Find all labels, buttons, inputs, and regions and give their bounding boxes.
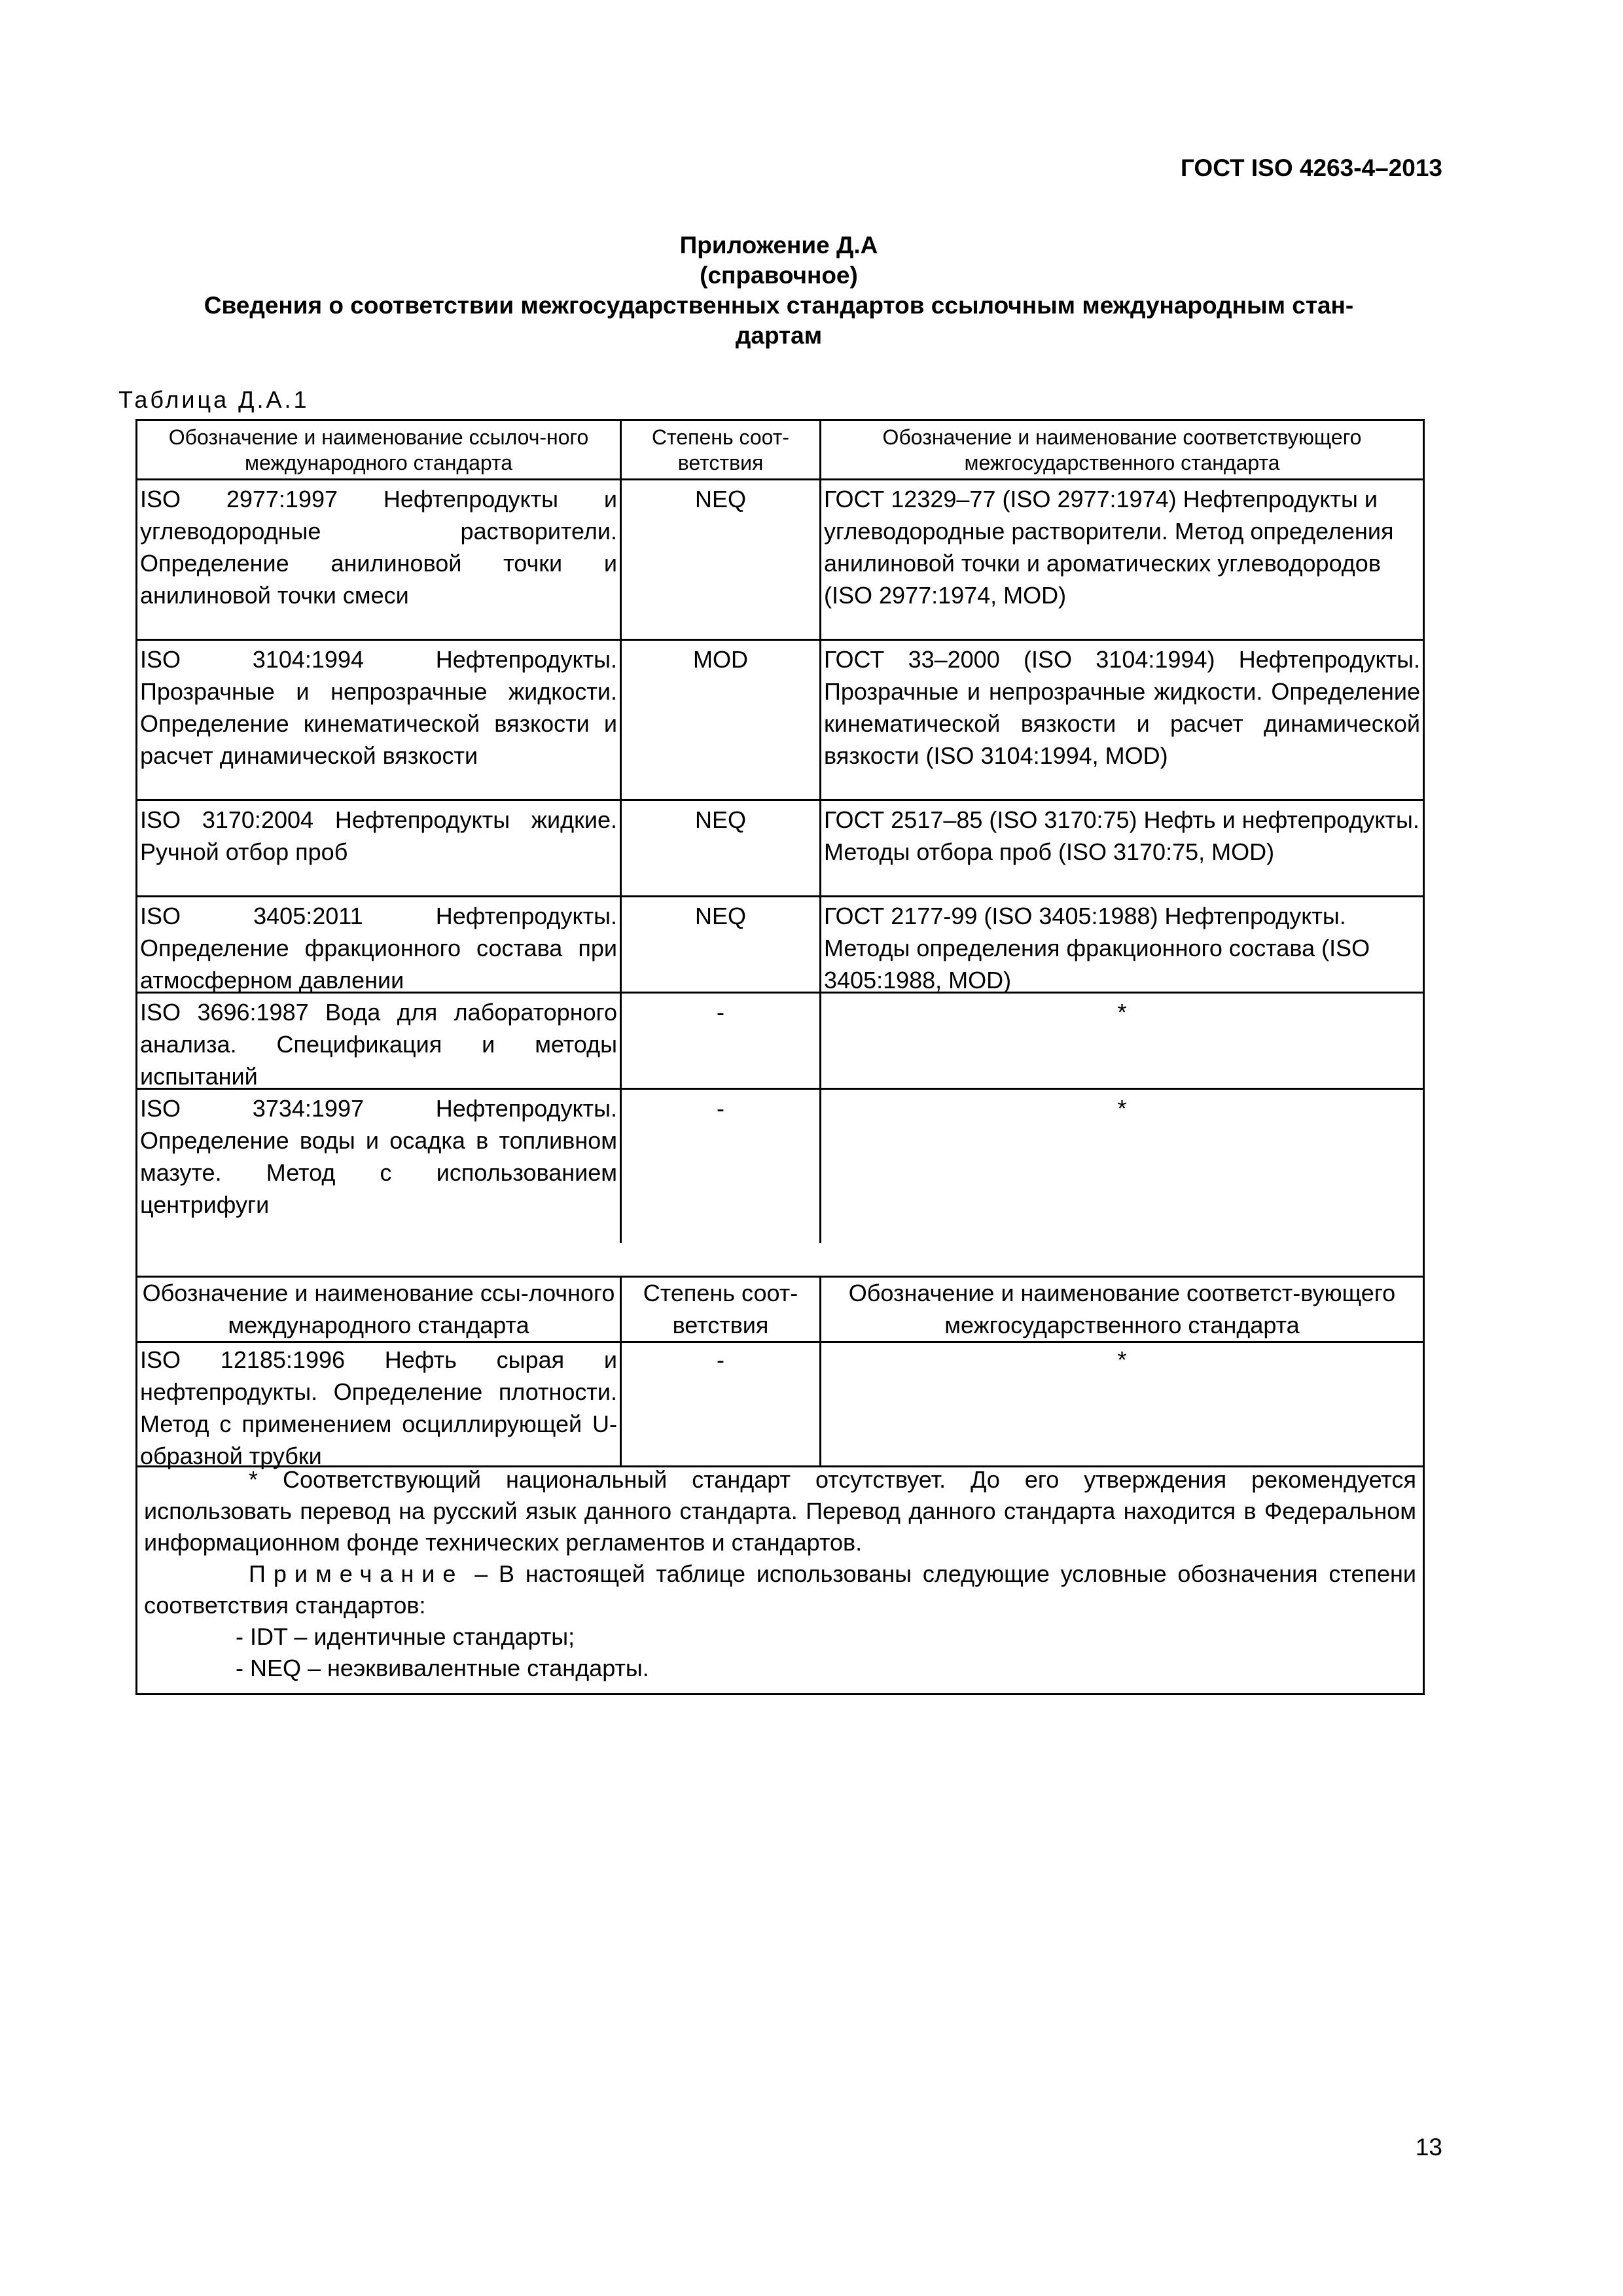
table-row-international: ISO 12185:1996 Нефть сырая и нефтепродукты. Определение плотности. Метод с применением осциллирующей U-образной трубки bbox=[140, 1346, 617, 1469]
table-row-degree: NEQ bbox=[694, 806, 746, 833]
table-row-international: ISO 2977:1997 Нефтепродукты и углеводородные растворители. Определение анилиновой точки и анилиновой точки смеси bbox=[140, 486, 617, 609]
legend-item: - NEQ – неэквивалентные стандарты. bbox=[236, 1655, 649, 1681]
note bbox=[144, 1558, 1416, 1621]
table-row-degree: - bbox=[717, 1095, 724, 1122]
appendix-heading bbox=[118, 230, 1440, 351]
document-code: ГОСТ ISO 4263-4–2013 bbox=[1180, 154, 1442, 181]
column-header-degree-repeat: Степень соот-ветствия bbox=[643, 1280, 798, 1338]
table-row-interstate: ГОСТ 2177-99 (ISO 3405:1988) Нефтепродукты. Методы определения фракционного состава (ISO 3405:1988, MOD) bbox=[824, 903, 1370, 994]
table-row-interstate: * bbox=[1117, 1346, 1127, 1373]
table-row-degree: NEQ bbox=[694, 903, 746, 929]
footnote: * Соответствующий национальный стандарт отсутствует. До его утверждения рекомендуется использовать перевод на русский язык данного стандарта. Перевод данного стандарта находится в Федеральном информационном фонде технических регламентов и стандартов. bbox=[144, 1466, 1416, 1556]
table-row-degree: MOD bbox=[693, 646, 748, 673]
note-text: – В настоящей таблице использованы следующие условные обозначения степени соответствия стандартов: bbox=[144, 1560, 1416, 1619]
table-notes bbox=[137, 1464, 1423, 1684]
table-row-international: ISO 3104:1994 Нефтепродукты. Прозрачные и непрозрачные жидкости. Определение кинематической вязкости и расчет динамической вязкости bbox=[140, 646, 617, 769]
table-row-degree: NEQ bbox=[694, 486, 746, 512]
table-row-interstate: ГОСТ 2517–85 (ISO 3170:75) Нефть и нефтепродукты. Методы отбора проб (ISO 3170:75, MOD) bbox=[824, 806, 1419, 865]
row-divider bbox=[137, 799, 1423, 801]
appendix-title: Приложение Д.А bbox=[679, 232, 878, 259]
table-row-international: ISO 3734:1997 Нефтепродукты. Определение воды и осадка в топливном мазуте. Метод с использованием центрифуги bbox=[140, 1095, 617, 1218]
table-row-interstate: ГОСТ 33–2000 (ISO 3104:1994) Нефтепродукты. Прозрачные и непрозрачные жидкости. Определение кинематической вязкости и расчет динамической вязкости (ISO 3104:1994, MOD) bbox=[824, 646, 1420, 769]
appendix-subject-line2: дартам bbox=[735, 322, 823, 349]
correspondence-table bbox=[135, 419, 1425, 1695]
column-header-international: Обозначение и наименование ссылоч-ного международного стандарта bbox=[168, 425, 589, 475]
table-row-interstate: ГОСТ 12329–77 (ISO 2977:1974) Нефтепродукты и углеводородные растворители. Метод определения анилиновой точки и ароматических углеводородов (ISO 2977:1974, MOD) bbox=[824, 486, 1394, 609]
table-row-interstate: * bbox=[1117, 999, 1127, 1026]
table-row-degree: - bbox=[717, 1346, 724, 1373]
column-header-international-repeat: Обозначение и наименование ссы-лочного международного стандарта bbox=[142, 1280, 615, 1338]
appendix-status: (справочное) bbox=[700, 262, 858, 289]
row-divider bbox=[137, 895, 1423, 897]
page-number: 13 bbox=[1415, 2134, 1442, 2161]
appendix-subject-line1: Сведения о соответствии межгосударственных стандартов ссылочным международным стан- bbox=[204, 292, 1354, 319]
note-label: Примечание bbox=[249, 1560, 464, 1587]
column-header-degree: Степень соот-ветствия bbox=[651, 425, 790, 475]
column-header-interstate: Обозначение и наименование соответствующего межгосударственного стандарта bbox=[882, 425, 1362, 475]
table-row-degree: - bbox=[717, 999, 724, 1026]
table-row-international: ISO 3405:2011 Нефтепродукты. Определение фракционного состава при атмосферном давлении bbox=[140, 903, 617, 994]
table-row-international: ISO 3696:1987 Вода для лабораторного анализа. Спецификация и методы испытаний bbox=[140, 999, 617, 1090]
legend-item: - IDT – идентичные стандарты; bbox=[236, 1623, 575, 1650]
row-divider bbox=[137, 478, 1423, 480]
table-row-international: ISO 3170:2004 Нефтепродукты жидкие. Ручной отбор проб bbox=[140, 806, 617, 865]
table-caption: Таблица Д.А.1 bbox=[118, 386, 310, 413]
table-row-interstate: * bbox=[1117, 1095, 1127, 1122]
row-divider bbox=[137, 1341, 1423, 1343]
row-divider bbox=[137, 639, 1423, 641]
column-header-interstate-repeat: Обозначение и наименование соответст-вующего межгосударственного стандарта bbox=[848, 1280, 1396, 1338]
